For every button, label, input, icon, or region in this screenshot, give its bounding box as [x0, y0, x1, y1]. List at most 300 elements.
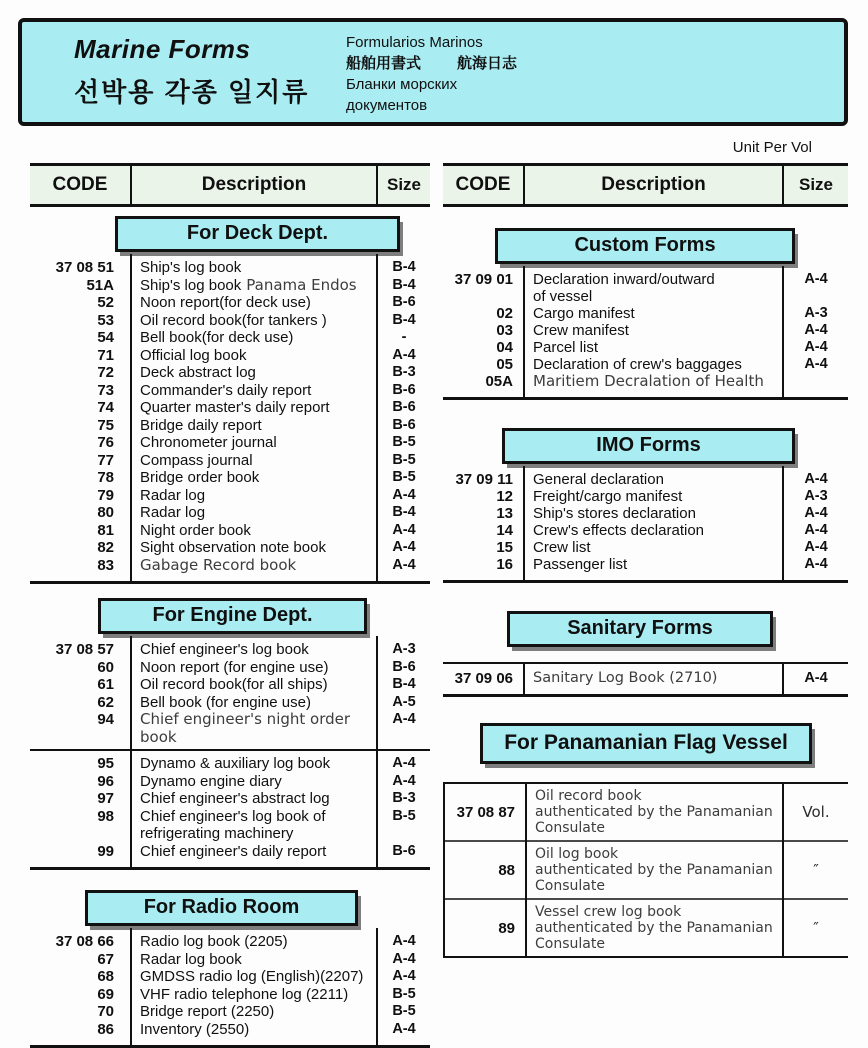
row-description-line: Consulate — [535, 936, 605, 952]
row-description-line: Bridge order book — [140, 469, 260, 486]
row-code: 16 — [496, 556, 513, 573]
row-size: B-6 — [392, 381, 416, 398]
row-description — [525, 788, 784, 836]
title-russian-line2: документов — [346, 97, 428, 114]
section-rows — [30, 636, 430, 870]
section-rows — [443, 782, 848, 958]
row-description — [130, 539, 378, 557]
row-size: A-4 — [392, 556, 416, 573]
section-rows — [30, 254, 430, 584]
row-description — [130, 312, 378, 330]
section-imo — [443, 428, 848, 583]
row-size: B-6 — [392, 416, 416, 433]
row-description — [523, 471, 784, 488]
row-description — [130, 773, 378, 791]
row-description-line: Maritiem Decralation of Health — [533, 372, 764, 390]
table-row — [443, 488, 848, 505]
row-size: A-4 — [392, 933, 416, 949]
row-description-line: Crew's effects declaration — [533, 522, 704, 539]
row-description-line: Oil log book — [535, 846, 619, 862]
row-description — [130, 294, 378, 312]
row-size: A-4 — [392, 772, 416, 789]
row-size: A-4 — [804, 271, 828, 287]
table-row — [30, 434, 430, 452]
table-row — [443, 339, 848, 356]
row-description — [130, 382, 378, 400]
section-banner-radio: For Radio Room — [85, 890, 358, 926]
row-description-line: Oil record book(for tankers ) — [140, 311, 327, 329]
row-description — [130, 277, 378, 295]
table-row — [30, 755, 430, 773]
row-code: 60 — [97, 658, 114, 676]
row-description-line: Gabage Record book — [140, 555, 297, 574]
row-size: B-4 — [392, 676, 416, 692]
table-row — [30, 557, 430, 575]
row-description — [130, 504, 378, 522]
row-code: 62 — [97, 693, 114, 711]
row-code: 97 — [97, 790, 114, 807]
row-description — [130, 676, 378, 694]
row-code: 37 08 57 — [55, 641, 114, 658]
table-row — [445, 784, 848, 840]
row-description — [523, 305, 784, 322]
left-column — [30, 163, 430, 1048]
table-row — [443, 471, 848, 488]
table-row — [443, 271, 848, 305]
row-description-line: Chief engineer's night order book — [140, 710, 351, 746]
row-size: B-5 — [392, 985, 416, 1002]
row-code: 15 — [496, 539, 513, 556]
row-code: 99 — [97, 842, 114, 860]
table-row — [30, 676, 430, 694]
row-code: 05 — [496, 356, 513, 373]
table-row — [443, 539, 848, 556]
row-size: ″ — [813, 860, 819, 879]
row-description-line: Cargo manifest — [533, 305, 635, 322]
left-table-header — [30, 163, 430, 207]
row-code: 98 — [97, 807, 114, 825]
row-description-line: Declaration inward/outward — [533, 271, 715, 288]
row-code: 73 — [97, 381, 114, 399]
row-description — [130, 951, 378, 969]
section-engine — [30, 598, 430, 870]
row-description-line: Quarter master's daily report — [140, 399, 330, 416]
row-size: A-4 — [804, 556, 828, 572]
row-size: A-5 — [392, 693, 416, 710]
row-description-line: authenticated by the Panamanian — [535, 920, 773, 936]
section-panama — [443, 723, 848, 958]
row-size: A-4 — [392, 950, 416, 967]
table-row — [443, 505, 848, 522]
row-description-line: Dynamo & auxiliary log book — [140, 755, 331, 772]
table-row — [443, 522, 848, 539]
row-description-line: Oil record book — [535, 788, 642, 804]
row-code: 82 — [97, 539, 114, 556]
section-rows — [443, 662, 848, 697]
page-title-korean: 선박용 각종 일지류 — [74, 77, 310, 107]
table-row — [30, 773, 430, 791]
row-description — [523, 356, 784, 373]
row-code: 70 — [97, 1003, 114, 1020]
row-description-line: Vessel crew log book — [535, 904, 682, 920]
row-description-line: Declaration of crew's baggages — [533, 356, 742, 373]
row-code: 94 — [97, 711, 114, 728]
table-row — [30, 968, 430, 986]
row-description-line: Bell book (for engine use) — [140, 693, 311, 711]
row-size: A-4 — [392, 539, 416, 555]
row-size: A-4 — [392, 755, 416, 771]
row-description-line: Chief engineer's log book — [140, 641, 309, 658]
row-code: 83 — [97, 556, 114, 574]
row-code: 96 — [97, 772, 114, 790]
row-code: 12 — [496, 488, 513, 505]
row-description — [523, 488, 784, 505]
table-row — [30, 1003, 430, 1021]
row-code: 67 — [97, 950, 114, 968]
row-description-line: Deck abstract log — [140, 364, 256, 381]
row-description-line: Radio log book (2205) — [140, 933, 288, 950]
row-code: 37 09 06 — [454, 670, 513, 687]
row-description-line: Consulate — [535, 878, 605, 894]
row-description — [523, 373, 784, 390]
table-row — [443, 356, 848, 373]
row-description-line: Chief engineer's abstract log — [140, 790, 330, 807]
row-code: 37 09 01 — [454, 271, 513, 288]
table-row — [30, 504, 430, 522]
row-code: 14 — [496, 522, 513, 539]
row-description — [130, 347, 378, 365]
row-code: 81 — [97, 521, 114, 539]
row-size: A-3 — [804, 488, 828, 504]
row-size: A-4 — [392, 346, 416, 363]
row-description-line: of vessel — [533, 288, 593, 305]
row-code: 71 — [97, 346, 114, 364]
section-sanitary — [443, 611, 848, 697]
row-code: 79 — [97, 486, 114, 504]
row-code: 76 — [97, 434, 114, 451]
row-code: 95 — [97, 755, 114, 772]
row-description-line: Crew manifest — [533, 322, 629, 339]
row-description — [130, 843, 378, 861]
title-box — [18, 18, 848, 126]
row-code: 69 — [97, 985, 114, 1003]
row-description-line: Ship's log book — [140, 259, 242, 276]
row-description — [130, 968, 378, 986]
row-code: 89 — [498, 919, 515, 937]
table-row — [30, 951, 430, 969]
left-sections — [30, 216, 430, 1048]
right-table-header — [443, 163, 848, 207]
row-description-line: Sanitary Log Book (2710) — [533, 670, 718, 686]
table-row — [30, 347, 430, 365]
row-size: ″ — [813, 918, 819, 937]
table-row — [30, 808, 430, 843]
table-row — [443, 322, 848, 339]
row-description-line: authenticated by the Panamanian — [535, 804, 773, 820]
group-divider — [30, 749, 430, 751]
row-description-line: Chief engineer's log book of — [140, 807, 326, 825]
row-size: A-4 — [804, 522, 828, 538]
row-code: 13 — [496, 505, 513, 522]
row-description-line: Passenger list — [533, 556, 628, 573]
row-description — [130, 986, 378, 1004]
row-code: 52 — [97, 294, 114, 311]
row-size: A-3 — [392, 641, 416, 657]
row-description-line: VHF radio telephone log (2211) — [140, 985, 349, 1003]
row-code: 37 08 51 — [55, 259, 114, 276]
row-code: 51A — [86, 276, 114, 294]
table-row — [30, 1021, 430, 1039]
row-code: 61 — [97, 676, 114, 693]
tables-area — [30, 163, 848, 1048]
row-size: B-4 — [392, 259, 416, 275]
row-description-line: Sight observation note book — [140, 539, 326, 556]
section-deck — [30, 216, 430, 584]
table-row — [30, 259, 430, 277]
column-header-code: CODE — [52, 174, 108, 195]
title-chinese-2: 航海日志 — [457, 55, 518, 72]
title-chinese-1: 船舶用書式 — [346, 55, 422, 72]
row-description — [130, 329, 378, 347]
row-size: A-4 — [392, 521, 416, 538]
row-description — [130, 790, 378, 808]
row-size: B-3 — [392, 364, 416, 380]
row-description-line: authenticated by the Panamanian — [535, 862, 773, 878]
row-description — [130, 522, 378, 540]
table-row — [30, 933, 430, 951]
row-size: A-3 — [804, 305, 828, 321]
table-row — [445, 840, 848, 898]
row-size: A-4 — [804, 356, 828, 372]
row-size: B-4 — [392, 276, 416, 293]
row-description-line: Inventory (2550) — [140, 1020, 250, 1038]
title-russian-line1: Бланки морских — [346, 76, 458, 93]
row-description-line: Dynamo engine diary — [140, 772, 282, 790]
table-row — [30, 487, 430, 505]
right-sections — [443, 228, 848, 958]
table-row — [30, 539, 430, 557]
row-description-line: Ship's log book Panama Endos — [140, 275, 357, 294]
section-custom — [443, 228, 848, 400]
section-radio — [30, 890, 430, 1048]
row-size: A-4 — [392, 486, 416, 503]
section-banner-sanitary: Sanitary Forms — [507, 611, 773, 647]
column-header-size: Size — [386, 175, 422, 194]
table-row — [30, 711, 430, 746]
table-row — [445, 898, 848, 956]
table-row — [443, 556, 848, 573]
row-size: Vol. — [802, 802, 830, 821]
row-description — [523, 271, 784, 305]
row-size: B-4 — [392, 504, 416, 520]
table-row — [30, 659, 430, 677]
row-description-line: Bridge daily report — [140, 416, 262, 434]
row-description — [523, 322, 784, 339]
row-description-line: Official log book — [140, 346, 247, 364]
row-description-line: Radar log — [140, 486, 206, 504]
row-code: 72 — [97, 364, 114, 381]
row-size: - — [401, 329, 407, 345]
row-code: 05A — [485, 373, 513, 390]
row-description — [523, 670, 784, 687]
title-left — [22, 22, 332, 122]
column-header-description: Description — [201, 174, 307, 195]
row-code: 77 — [97, 451, 114, 469]
row-description — [130, 711, 378, 746]
row-description-line: Radar log — [140, 504, 206, 521]
row-size: B-6 — [392, 294, 416, 310]
row-size: A-4 — [804, 471, 828, 487]
section-banner-deck: For Deck Dept. — [115, 216, 400, 252]
table-row — [30, 399, 430, 417]
row-description — [130, 694, 378, 712]
row-description-tail: Panama Endos — [246, 275, 357, 294]
table-row — [30, 469, 430, 487]
column-header-description: Description — [601, 174, 706, 195]
row-code: 37 08 87 — [456, 803, 515, 821]
row-size: A-4 — [804, 670, 828, 686]
table-row — [30, 843, 430, 861]
table-row — [30, 382, 430, 400]
row-description-line: Noon report(for deck use) — [140, 294, 311, 311]
table-row — [30, 790, 430, 808]
row-size: A-4 — [804, 505, 828, 521]
row-code: 37 09 11 — [455, 471, 513, 488]
row-code: 80 — [97, 504, 114, 521]
row-description — [130, 808, 378, 843]
row-description — [130, 755, 378, 773]
title-spanish: Formularios Marinos — [346, 34, 483, 51]
row-size: B-5 — [392, 451, 416, 468]
row-description — [130, 659, 378, 677]
row-description-line: Parcel list — [533, 339, 599, 356]
table-row — [30, 522, 430, 540]
row-description — [130, 1003, 378, 1021]
row-description — [130, 933, 378, 951]
row-description — [130, 557, 378, 575]
row-code: 54 — [97, 329, 114, 346]
row-size: A-4 — [392, 711, 416, 727]
section-rows — [443, 266, 848, 400]
row-size: B-6 — [392, 658, 416, 675]
row-code: 75 — [97, 416, 114, 434]
row-description — [523, 539, 784, 556]
section-banner-custom: Custom Forms — [495, 228, 795, 264]
row-size: A-4 — [392, 968, 416, 984]
row-description-line: Ship's stores declaration — [533, 505, 696, 522]
row-description-line: Consulate — [535, 820, 605, 836]
row-description-line: Bell book(for deck use) — [140, 329, 294, 346]
row-code: 53 — [97, 311, 114, 329]
row-size: B-4 — [392, 311, 416, 328]
row-size: B-3 — [392, 790, 416, 806]
row-description-line: Radar log book — [140, 950, 242, 968]
row-code: 37 08 66 — [55, 933, 114, 950]
row-description — [130, 487, 378, 505]
row-description — [525, 846, 784, 894]
row-description — [523, 522, 784, 539]
row-code: 04 — [496, 339, 513, 356]
row-code: 88 — [498, 861, 515, 879]
column-header-code: CODE — [455, 174, 511, 195]
row-description-line: Crew list — [533, 539, 591, 556]
row-description-line: refrigerating machinery — [140, 825, 294, 842]
table-row — [30, 452, 430, 470]
row-description — [130, 399, 378, 417]
section-rows — [30, 928, 430, 1048]
right-column — [443, 163, 848, 1048]
row-description-line: Bridge report (2250) — [140, 1003, 275, 1020]
table-row — [443, 664, 848, 694]
section-banner-panama: For Panamanian Flag Vessel — [480, 723, 812, 764]
row-description-line: Noon report (for engine use) — [140, 658, 329, 676]
table-row — [30, 294, 430, 312]
row-code: 02 — [496, 305, 513, 322]
row-code: 86 — [97, 1020, 114, 1038]
row-size: B-6 — [392, 842, 416, 859]
page-title-english: Marine Forms — [74, 34, 251, 64]
row-size: A-4 — [804, 339, 828, 355]
row-size: B-5 — [392, 1003, 416, 1019]
table-row — [30, 329, 430, 347]
row-description-line: Night order book — [140, 521, 251, 539]
row-description — [130, 1021, 378, 1039]
table-row — [30, 364, 430, 382]
row-size: B-5 — [392, 469, 416, 485]
title-chinese — [346, 53, 517, 74]
row-description — [130, 259, 378, 277]
row-size: A-4 — [392, 1020, 416, 1037]
column-header-size: Size — [798, 175, 834, 194]
table-row — [30, 986, 430, 1004]
row-description — [525, 904, 784, 952]
table-row — [30, 312, 430, 330]
row-description — [130, 469, 378, 487]
table-row — [443, 373, 848, 390]
row-size: B-5 — [392, 434, 416, 450]
row-description-line: GMDSS radio log (English)(2207) — [140, 968, 364, 985]
unit-per-vol-note: Unit Per Vol — [732, 139, 812, 156]
row-code: 68 — [97, 968, 114, 985]
table-row — [443, 305, 848, 322]
row-description-line: Chronometer journal — [140, 434, 277, 451]
table-row — [30, 694, 430, 712]
section-banner-engine: For Engine Dept. — [98, 598, 367, 634]
title-translations — [332, 22, 517, 122]
table-row — [30, 277, 430, 295]
row-size: A-4 — [804, 539, 828, 555]
row-description-line: Compass journal — [140, 451, 253, 469]
row-description-line: Chief engineer's daily report — [140, 842, 327, 860]
row-description-line: Freight/cargo manifest — [533, 488, 683, 505]
table-row — [30, 417, 430, 435]
row-size: A-4 — [804, 322, 828, 338]
row-description — [523, 505, 784, 522]
row-description-line: General declaration — [533, 471, 664, 488]
row-description — [523, 339, 784, 356]
section-banner-imo: IMO Forms — [502, 428, 795, 464]
row-description — [130, 364, 378, 382]
row-description — [130, 452, 378, 470]
row-description-line: Commander's daily report — [140, 381, 312, 399]
row-size: B-6 — [392, 399, 416, 415]
row-description — [130, 434, 378, 452]
row-code: 74 — [97, 399, 114, 416]
table-row — [30, 641, 430, 659]
row-code: 03 — [496, 322, 513, 339]
row-description — [523, 556, 784, 573]
row-code: 78 — [97, 469, 114, 486]
